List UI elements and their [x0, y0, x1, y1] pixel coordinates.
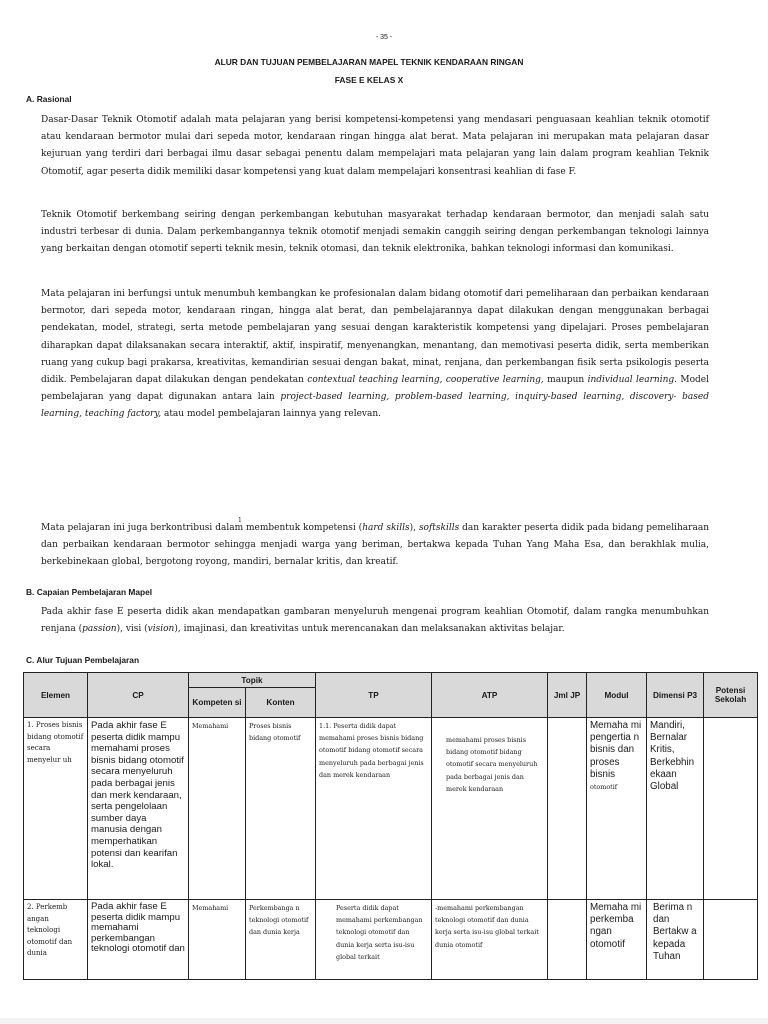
- p4-text-b: ),: [409, 523, 419, 533]
- section-a-heading: A. Rasional: [26, 94, 72, 104]
- modul-text: Memaha mi perkemba ngan otomotif: [590, 902, 642, 950]
- cell-cp: Pada akhir fase E peserta didik mampu memahami perkembangan teknologi otomotif dan: [88, 900, 189, 980]
- cell-atp: memahami proses bisnis bidang otomotif bidang otomotif secara menyeluruh pada berbagai jenis dan merek kendaraan: [432, 718, 548, 900]
- b-italic-b: vision: [147, 624, 175, 635]
- cell-dimensi: Mandiri, Bernalar Kritis, Berkebhin ekaan Global: [647, 718, 704, 900]
- rasional-paragraph-3: [41, 286, 709, 424]
- capaian-paragraph: [41, 604, 709, 638]
- cell-kompetensi: Memahami: [189, 900, 246, 980]
- rasional-paragraph-2: Teknik Otomotif berkembang seiring dengan perkembangan kebutuhan masyarakat terhadap kendaraan bermotor, dan menjadi salah satu industri terbesar di dunia. Dalam perkembangannya teknik otomotif menjadi semakin canggih seiring dengan perkembangan teknologi lainnya yang berkaitan dengan otomotif seperti teknik mesin, teknik otomasi, dan teknik elektronika, bahkan teknologi informasi dan komunikasi.: [41, 210, 709, 255]
- header-atp: ATP: [432, 673, 548, 718]
- page-number: - 35 -: [375, 34, 393, 41]
- document-title: ALUR DAN TUJUAN PEMBELAJARAN MAPEL TEKNIK KENDARAAN RINGAN: [214, 57, 524, 67]
- cell-jml-jp: [548, 718, 587, 900]
- cell-atp: -memahami perkembangan teknologi otomotif dan dunia kerja serta isu-isu global terkait dunia otomotif: [432, 900, 548, 980]
- header-kompetensi: Kompeten si: [189, 688, 246, 718]
- cell-modul: [587, 718, 647, 900]
- modul-subtext: otomotif: [590, 783, 618, 792]
- cell-potensi: [704, 718, 758, 900]
- header-cp: CP: [88, 673, 189, 718]
- cell-konten: Proses bisnis bidang otomotif: [246, 718, 316, 900]
- header-topik: Topik: [189, 673, 316, 688]
- modul-text: Memaha mi pengertia n bisnis dan proses bisnis: [590, 720, 642, 780]
- section-b-heading: B. Capaian Pembelajaran Mapel: [26, 587, 153, 597]
- header-konten: Konten: [246, 688, 316, 718]
- header-jml-jp: Jml JP: [548, 673, 587, 718]
- cell-elemen: 1. Proses bisnis bidang otomotif secara menyelur uh: [24, 718, 88, 900]
- cell-cp: Pada akhir fase E peserta didik mampu memahami proses bisnis bidang otomotif secara menyeluruh pada berbagai jenis dan merk kendaraan, serta pengelolaan sumber daya manusia dengan memperhatikan potensi dan kearifan lokal.: [88, 718, 189, 900]
- rasional-paragraph-1: Dasar-Dasar Teknik Otomotif adalah mata pelajaran yang berisi kompetensi-kompetensi yang mendasari penguasaan keahlian teknik otomotif atau kendaraan bermotor mulai dari sepeda motor, kendaraan ringan hingga alat berat. Mata pelajaran ini merupakan mata pelajaran dasar kejuruan yang terdiri dari berbagai ilmu dasar sebagai penentu dalam mempelajari mata pelajaran yang lain dalam program keahlian Teknik Otomotif, agar peserta didik memiliki dasar kompetensi yang kuat dalam mempelajari konsentrasi keahlian di fase F.: [41, 115, 709, 177]
- b-text-a: Pada akhir fase E peserta didik akan mendapatkan gambaran menyeluruh mengenai program keahlian Otomotif, dalam rangka menumbuhkan renjana (: [41, 607, 709, 635]
- cell-jml-jp: [548, 900, 587, 980]
- cell-tp: 1.1. Peserta didik dapat memahami proses bisnis bidang otomotif bidang otomotif secara menyeluruh pada berbagai jenis dan merek kendaraan: [316, 718, 432, 900]
- cell-modul: [587, 900, 647, 980]
- header-modul: Modul: [587, 673, 647, 718]
- p3-text-c: Model pembelajaran yang dapat digunakan antara lain: [41, 375, 709, 403]
- table-row: [24, 718, 758, 900]
- p3-text-d: atau model pembelajaran lainnya yang relevan.: [161, 409, 382, 420]
- section-c-heading: C. Alur Tujuan Pembelajaran: [26, 655, 140, 665]
- cell-potensi: [704, 900, 758, 980]
- p3-italic-b: individual learning.: [587, 375, 677, 386]
- p3-text-b: maupun: [543, 375, 588, 386]
- p4-text-c: dan karakter peserta didik pada bidang pemeliharaan dan perbaikan kendaraan bermotor sehingga menjadi warga yang beriman, bertakwa kepada Tuhan Yang Maha Esa, dan berakhlak mulia, berkebinekaan global, bergotong royong, mandiri, bernalar kritis, dan kreatif.: [41, 523, 709, 568]
- p3-italic-a: contextual teaching learning, cooperative learning,: [307, 375, 544, 386]
- header-potensi: Potensi Sekolah: [704, 673, 758, 718]
- document-subtitle: FASE E KELAS X: [334, 75, 404, 85]
- header-tp: TP: [316, 673, 432, 718]
- p4-text-a: Mata pelajaran ini juga berkontribusi dalam membentuk kompetensi (: [41, 523, 363, 533]
- cell-dimensi: Berima n dan Bertakw a kepada Tuhan: [647, 900, 704, 980]
- cell-elemen: 2. Perkemb angan teknologi otomotif dan dunia: [24, 900, 88, 980]
- b-italic-a: passion: [82, 624, 117, 635]
- cell-konten: Perkembanga n teknologi otomotif dan dunia kerja: [246, 900, 316, 980]
- atp-table: [23, 672, 758, 980]
- page-bottom-edge: [0, 1018, 768, 1024]
- cell-kompetensi: Memahami: [189, 718, 246, 900]
- b-text-c: ), imajinasi, dan kreativitas untuk merencanakan dan melaksanakan aktivitas belajar.: [174, 624, 565, 635]
- p4-italic-b: softskills: [418, 523, 460, 533]
- p3-italic-c: project-based learning, problem-based learning, inquiry-based learning, discovery- based learning, teaching factory,: [41, 392, 709, 420]
- cell-tp: Peserta didik dapat memahami perkembangan teknologi otomotif dan dunia kerja serta isu-isu global terkait: [316, 900, 432, 980]
- header-elemen: Elemen: [24, 673, 88, 718]
- footnote-marker: 1: [238, 517, 242, 524]
- p3-text-a: Mata pelajaran ini berfungsi untuk menumbuh kembangkan ke profesionalan dalam bidang otomotif dari pemeliharaan dan perbaikan kendaraan bermotor, dari sepeda motor, kendaraan ringan, hingga alat berat, dan pembelajarannya dapat dilakukan dengan menggunakan berbagai pendekatan, model, strategi, serta metode pembelajaran yang sesuai dengan karakteristik kompetensi yang dipelajari. Proses pembelajaran diharapkan dapat dilaksanakan secara interaktif, aktif, inspiratif, menyenangkan, menantang, dan memotivasi peserta didik, serta memberikan ruang yang cukup bagi prakarsa, kreativitas, kemandirian sesuai dengan bakat, minat, renjana, dan perkembangan fisik serta psikologis peserta didik. Pembelajaran dapat dilakukan dengan pendekatan: [41, 289, 709, 386]
- rasional-paragraph-4: [41, 520, 709, 572]
- b-text-b: ), visi (: [116, 624, 148, 635]
- header-dimensi: Dimensi P3: [647, 673, 704, 718]
- p4-italic-a: hard skills: [362, 523, 410, 533]
- table-row: [24, 900, 758, 980]
